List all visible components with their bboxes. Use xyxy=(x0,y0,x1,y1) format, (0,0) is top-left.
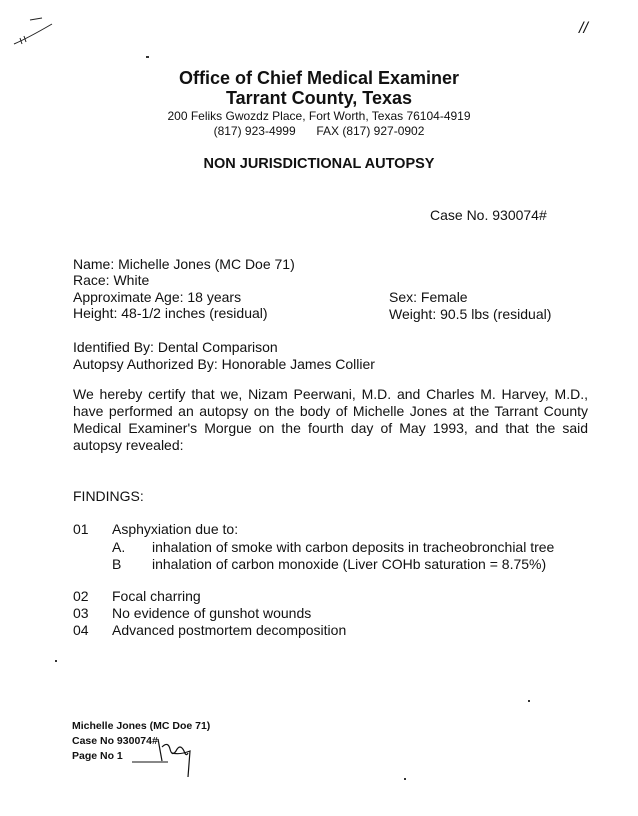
subject-weight: Weight: 90.5 lbs (residual) xyxy=(389,306,552,322)
finding-text: No evidence of gunshot wounds xyxy=(112,605,312,621)
certification-paragraph: We hereby certify that we, Nizam Peerwani, M.D. and Charles M. Harvey, M.D., have performed an autopsy on the body of Michelle Jones at the Tarrant County Medical Examiner's Morgue on the fourth day of May 1993, and that the said autopsy revealed: xyxy=(73,386,588,453)
finding-sub-label: A. xyxy=(112,539,126,555)
subject-sex: Sex: Female xyxy=(389,289,468,305)
finding-number: 03 xyxy=(73,605,89,621)
initials-signature xyxy=(128,735,198,783)
finding-text: Focal charring xyxy=(112,588,201,604)
subject-name: Name: Michelle Jones (MC Doe 71) xyxy=(73,256,295,272)
footer-case: Case No 930074# xyxy=(72,735,158,747)
finding-number: 04 xyxy=(73,622,89,638)
scan-speck xyxy=(55,660,57,662)
footer-name: Michelle Jones (MC Doe 71) xyxy=(72,720,211,732)
office-contact xyxy=(0,124,638,138)
footer-page: Page No 1 xyxy=(72,750,123,762)
office-title: Office of Chief Medical Examiner xyxy=(178,68,460,88)
finding-text: Advanced postmortem decomposition xyxy=(112,622,347,638)
identified-by: Identified By: Dental Comparison xyxy=(73,339,278,355)
finding-sub-text: inhalation of smoke with carbon deposits in tracheobronchial tree xyxy=(152,539,555,555)
finding-number: 01 xyxy=(73,521,89,537)
scan-speck xyxy=(528,700,530,702)
authorized-by: Autopsy Authorized By: Honorable James Collier xyxy=(73,356,375,372)
case-number: Case No. 930074# xyxy=(430,207,547,223)
page-mark: // xyxy=(579,20,588,37)
handwritten-scribble-mark xyxy=(8,14,58,54)
finding-text: Asphyxiation due to: xyxy=(112,521,239,537)
subject-height: Height: 48-1/2 inches (residual) xyxy=(73,305,268,321)
office-address: 200 Feliks Gwozdz Place, Fort Worth, Texas 76104-4919 xyxy=(167,109,471,123)
phone-number: (817) 923-4999 xyxy=(213,124,296,138)
report-type-heading: NON JURISDICTIONAL AUTOPSY xyxy=(203,156,435,172)
subject-age: Approximate Age: 18 years xyxy=(73,289,242,305)
finding-number: 02 xyxy=(73,588,89,604)
fax-number: FAX (817) 927-0902 xyxy=(316,124,425,138)
subject-race: Race: White xyxy=(73,272,150,288)
county-title: Tarrant County, Texas xyxy=(225,88,413,108)
finding-sub-text: inhalation of carbon monoxide (Liver COHb saturation = 8.75%) xyxy=(152,556,547,572)
scan-speck xyxy=(404,778,406,780)
finding-sub-label: B xyxy=(112,556,122,572)
findings-heading: FINDINGS: xyxy=(73,488,144,504)
scan-speck xyxy=(146,56,149,58)
